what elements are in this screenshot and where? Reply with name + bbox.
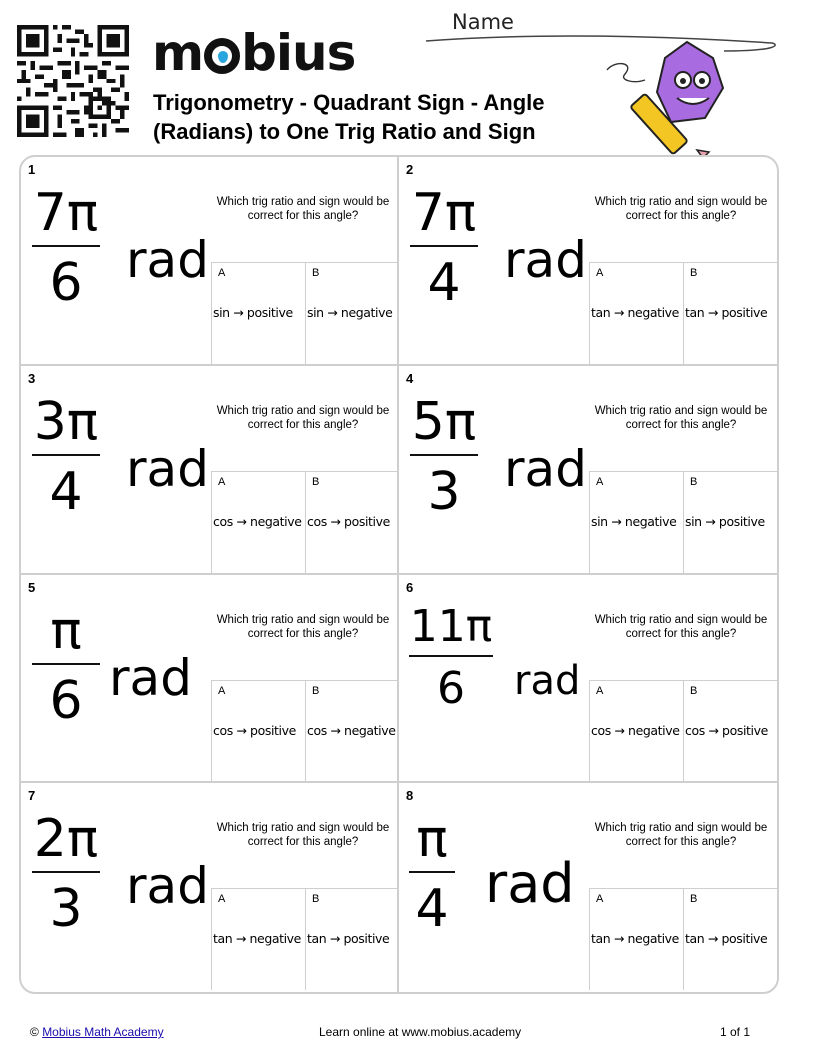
option-text: tan → positive: [685, 305, 768, 320]
question-prompt: Which trig ratio and sign would be correct for this angle?: [594, 613, 768, 640]
option-a[interactable]: [211, 888, 305, 990]
question-card: [21, 783, 399, 992]
angle-fraction: [31, 183, 101, 313]
option-letter: A: [596, 684, 604, 697]
mobius-academy-link[interactable]: Mobius Math Academy: [42, 1025, 164, 1039]
question-grid: [19, 155, 779, 994]
angle-unit: rad: [126, 857, 209, 916]
fraction-numerator: 7π: [411, 183, 477, 243]
angle-fraction: [31, 600, 101, 731]
question-prompt: Which trig ratio and sign would be correct for this angle?: [216, 196, 390, 222]
angle-fraction: [409, 600, 493, 714]
option-a[interactable]: [589, 471, 683, 573]
page-title: [153, 88, 613, 146]
option-letter: B: [690, 893, 698, 906]
option-text: sin → negative: [591, 513, 677, 529]
fraction-denominator: 3: [49, 879, 83, 940]
qr-code: [17, 25, 129, 137]
angle-unit: rad: [109, 648, 192, 707]
angle-fraction: [31, 391, 101, 522]
option-b[interactable]: [683, 471, 777, 573]
fraction-numerator: 7π: [33, 183, 99, 243]
option-letter: A: [596, 475, 604, 488]
option-b[interactable]: [683, 888, 777, 990]
angle-unit: rad: [504, 439, 587, 498]
fraction-denominator: 6: [437, 662, 465, 714]
question-card: [399, 575, 777, 784]
mobius-logo: m bius: [152, 24, 356, 82]
option-letter: B: [312, 684, 320, 697]
question-card: [21, 575, 399, 784]
name-label: Name: [452, 10, 514, 34]
question-number: 2: [406, 162, 414, 177]
question-number: 4: [406, 370, 414, 386]
option-a[interactable]: [211, 680, 305, 782]
option-letter: B: [690, 684, 698, 697]
question-prompt: Which trig ratio and sign would be correct for this angle?: [216, 613, 390, 640]
option-letter: A: [218, 684, 226, 697]
mascot-icon: [605, 40, 735, 158]
option-b[interactable]: [683, 262, 777, 364]
question-number: 1: [28, 162, 36, 177]
option-letter: A: [218, 475, 226, 488]
question-card: [399, 783, 777, 992]
option-letter: B: [312, 893, 320, 906]
angle-fraction: [409, 183, 479, 313]
question-prompt: Which trig ratio and sign would be correct for this angle?: [216, 404, 390, 431]
option-a[interactable]: [211, 262, 305, 364]
option-text: cos → positive: [685, 722, 768, 738]
footer-copyright: [30, 1025, 164, 1039]
option-a[interactable]: [589, 888, 683, 990]
question-prompt: Which trig ratio and sign would be correct for this angle?: [594, 196, 768, 222]
option-text: cos → negative: [591, 722, 680, 738]
option-a[interactable]: [589, 262, 683, 364]
logo-drop-icon: [204, 38, 240, 74]
angle-fraction: [31, 809, 101, 940]
page-indicator: 1 of 1: [720, 1025, 751, 1039]
option-text: sin → positive: [685, 513, 765, 529]
question-number: 5: [28, 579, 36, 595]
option-b[interactable]: [305, 888, 399, 990]
fraction-denominator: 4: [49, 461, 83, 522]
option-letter: A: [218, 893, 226, 906]
option-letter: A: [596, 267, 604, 279]
question-prompt: Which trig ratio and sign would be correct for this angle?: [594, 404, 768, 431]
option-text: tan → negative: [213, 931, 301, 947]
fraction-numerator: 11π: [409, 600, 493, 652]
option-text: sin → negative: [307, 305, 393, 320]
option-letter: B: [312, 267, 320, 279]
question-number: 6: [406, 579, 414, 595]
option-letter: B: [690, 475, 698, 488]
question-number: 7: [28, 788, 36, 804]
fraction-denominator: 6: [49, 670, 83, 731]
angle-unit: rad: [485, 852, 575, 916]
title-line-1: Trigonometry - Quadrant Sign - Angle: [153, 90, 545, 115]
angle-fraction: [409, 391, 479, 522]
option-text: cos → positive: [213, 722, 296, 738]
question-prompt: Which trig ratio and sign would be correct for this angle?: [216, 822, 390, 849]
fraction-numerator: 3π: [33, 391, 99, 452]
question-number: 3: [28, 370, 36, 386]
angle-unit: rad: [504, 231, 587, 289]
option-text: cos → positive: [307, 513, 390, 529]
angle-unit: rad: [126, 439, 209, 498]
option-a[interactable]: [211, 471, 305, 573]
option-letter: A: [218, 267, 226, 279]
option-text: tan → positive: [685, 931, 768, 947]
fraction-denominator: 6: [49, 253, 83, 313]
option-text: tan → negative: [591, 305, 679, 320]
question-number: 8: [406, 788, 414, 804]
option-text: sin → positive: [213, 305, 293, 320]
footer-learn-online: Learn online at www.mobius.academy: [319, 1025, 522, 1039]
fraction-numerator: π: [50, 600, 82, 661]
question-card: [21, 366, 399, 575]
option-text: tan → positive: [307, 931, 390, 947]
angle-fraction: [409, 809, 455, 940]
angle-unit: rad: [514, 657, 581, 704]
question-card: [399, 366, 777, 575]
fraction-denominator: 4: [427, 253, 461, 313]
question-prompt: Which trig ratio and sign would be correct for this angle?: [594, 822, 768, 849]
option-a[interactable]: [589, 680, 683, 782]
option-b[interactable]: [683, 680, 777, 782]
option-text: tan → negative: [591, 931, 679, 947]
question-card: [21, 157, 399, 366]
option-b[interactable]: [305, 471, 399, 573]
fraction-denominator: 4: [415, 879, 449, 940]
option-b[interactable]: [305, 680, 399, 782]
title-line-2: (Radians) to One Trig Ratio and Sign: [153, 119, 536, 144]
fraction-numerator: 2π: [33, 809, 99, 870]
question-card: [399, 157, 777, 366]
option-letter: B: [690, 267, 698, 279]
angle-unit: rad: [126, 231, 209, 289]
fraction-numerator: 5π: [411, 391, 477, 452]
option-text: cos → negative: [307, 722, 396, 738]
fraction-denominator: 3: [427, 461, 461, 522]
option-b[interactable]: [305, 262, 399, 364]
option-letter: A: [596, 893, 604, 906]
copyright-symbol: ©: [30, 1025, 39, 1039]
option-text: cos → negative: [213, 513, 302, 529]
fraction-numerator: π: [416, 809, 448, 870]
option-letter: B: [312, 475, 320, 488]
